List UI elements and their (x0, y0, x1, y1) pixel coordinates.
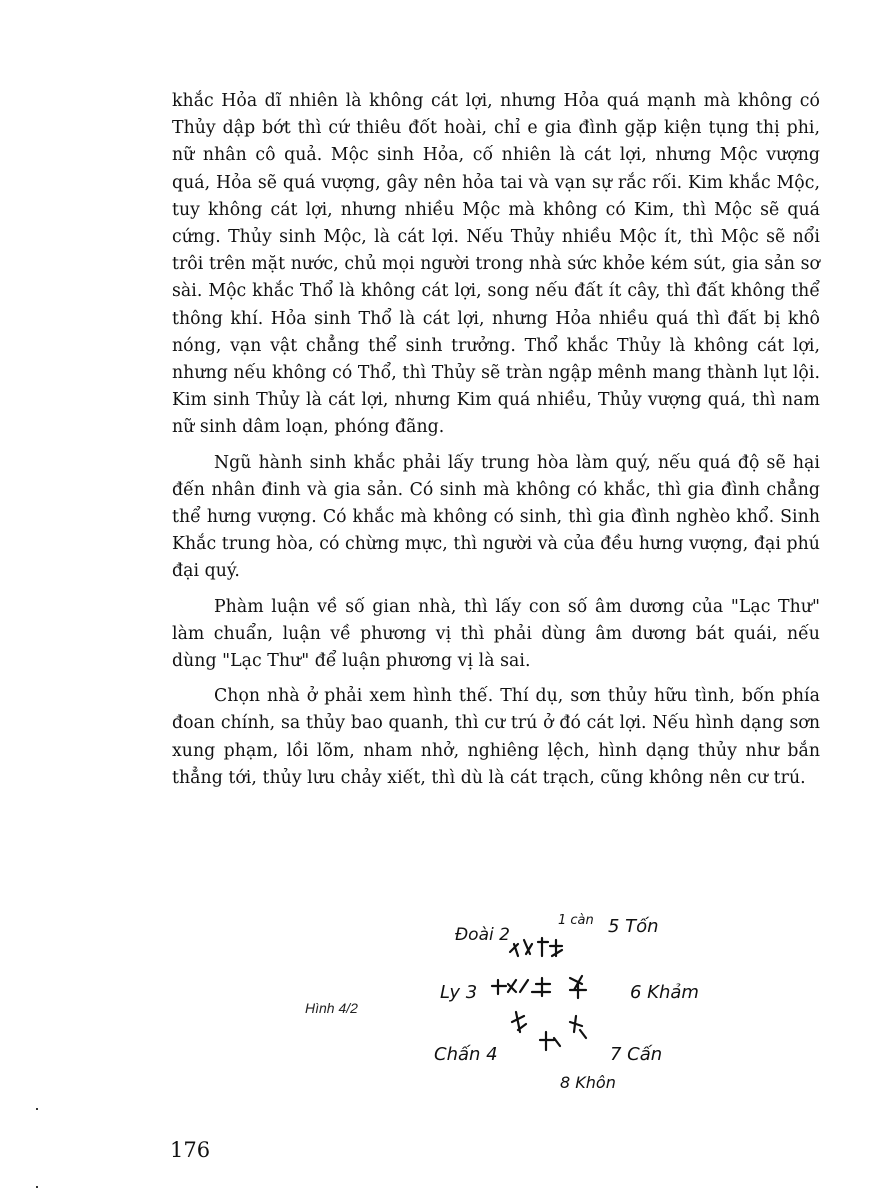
label-can2: 7 Cấn (610, 1044, 663, 1065)
paragraph-2: Ngũ hành sinh khắc phải lấy trung hòa làm quý, nếu quá độ sẽ hại đến nhân đinh và gia sản. Có sinh mà không có khắc, thì gia đình chẳng thể hưng vượng. Có khắc mà không có sinh, thì gia đình nghèo khổ. Sinh Khắc trung hòa, có chừng mực, thì người và của đều hưng vượng, đại phú đại quý. (172, 452, 820, 582)
page-number: 176 (170, 1138, 211, 1162)
label-can: 1 càn (558, 913, 594, 928)
paragraph-4: Chọn nhà ở phải xem hình thế. Thí dụ, sơn thủy hữu tình, bốn phía đoan chính, sa thủy bao quanh, thì cư trú ở đó cát lợi. Nếu hình dạng sơn xung phạm, lồi lõm, nham nhở, nghiêng lệch, hình dạng thủy như bắn thẳng tới, thủy lưu chảy xiết, thì dù là cát trạch, cũng không nên cư trú. (172, 686, 820, 788)
label-chan: Chấn 4 (434, 1044, 498, 1065)
label-ton: 5 Tốn (608, 916, 659, 937)
label-kham: 6 Khảm (630, 982, 699, 1003)
figure-drawing (420, 900, 750, 1100)
scan-speck (36, 1108, 38, 1110)
label-khon: 8 Khôn (560, 1073, 616, 1092)
paragraph-1: khắc Hỏa dĩ nhiên là không cát lợi, nhưng Hỏa quá mạnh mà không có Thủy dập bớt thì cứ thiêu đốt hoài, chỉ e gia đình gặp kiện tụng thị phi, nữ nhân cô quả. Mộc sinh Hỏa, cố nhiên là cát lợi, nhưng Mộc vượng quá, Hỏa sẽ quá vượng, gây nên hỏa tai và vạn sự rắc rối. Kim khắc Mộc, tuy không cát lợi, nhưng nhiều Mộc mà không có Kim, thì Mộc sẽ quá cứng. Thủy sinh Mộc, là cát lợi. Nếu Thủy nhiều Mộc ít, thì Mộc sẽ nổi trôi trên mặt nước, chủ mọi người trong nhà sức khỏe kém sút, gia sản sơ sài. Mộc khắc Thổ là không cát lợi, song nếu đất ít cây, thì đất không thể thông khí. Hỏa sinh Thổ là cát lợi, nhưng Hỏa nhiều quá thì đất bị khô nóng, vạn vật chẳng thể sinh trưởng. Thổ khắc Thủy là không cát lợi, nhưng nếu không có Thổ, thì Thủy sẽ tràn ngập mênh mang thành lụt lội. Kim sinh Thủy là cát lợi, nhưng Kim quá nhiều, Thủy vượng quá, thì nam nữ sinh dâm loạn, phóng đãng. (172, 91, 820, 438)
label-doai: Đoài 2 (455, 925, 510, 945)
paragraph-3: Phàm luận về số gian nhà, thì lấy con số âm dương của "Lạc Thư" làm chuẩn, luận về phương vị thì phải dùng âm dương bát quái, nếu dùng "Lạc Thư" để luận phương vị là sai. (172, 596, 820, 672)
body-text (172, 88, 820, 800)
scribble-characters (492, 938, 586, 1050)
scan-speck (36, 1186, 38, 1188)
figure-caption: Hình 4/2 (305, 1000, 358, 1016)
label-ly: Ly 3 (440, 982, 478, 1003)
handwritten-bagua-figure (420, 900, 750, 1100)
